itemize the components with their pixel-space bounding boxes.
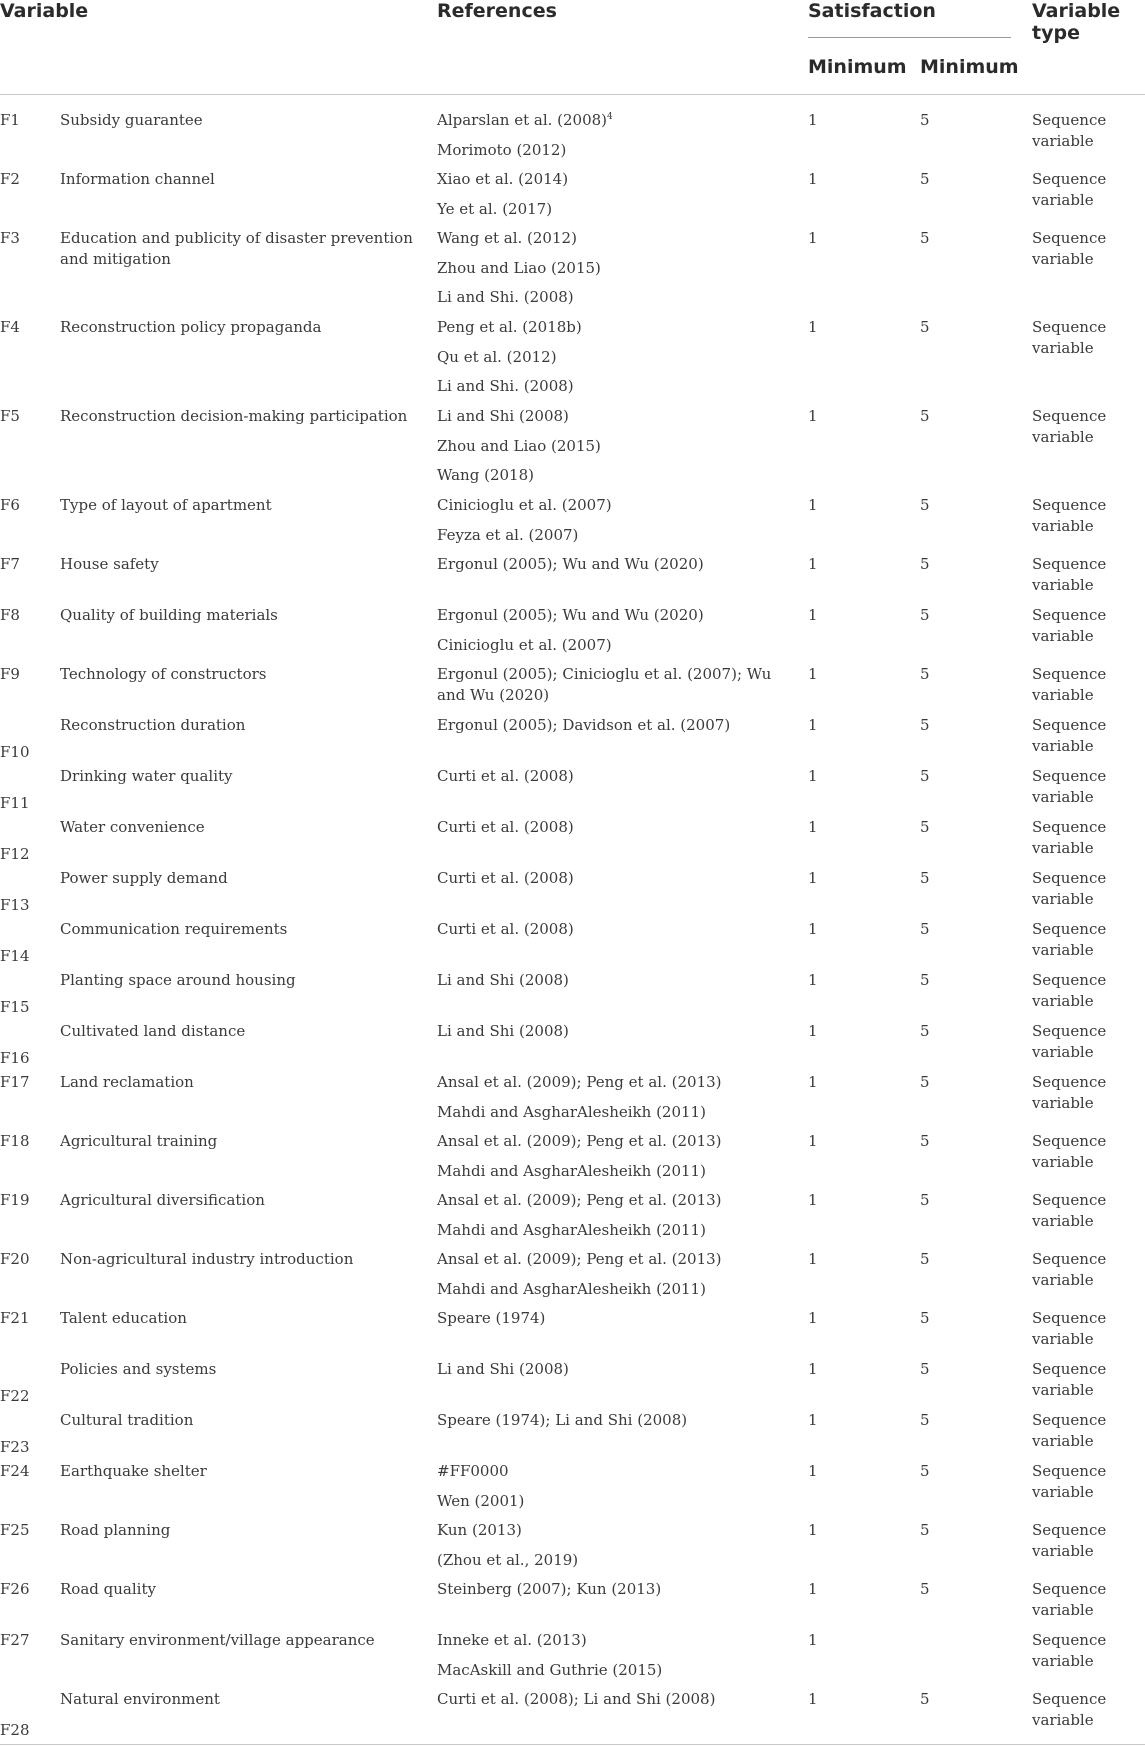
header-variable-type-1: Variable	[1032, 0, 1121, 22]
row-variable-type: Sequence variable	[1032, 229, 1107, 268]
row-satisfaction-min: 1	[808, 1462, 818, 1480]
row-variable-type: Sequence variable	[1032, 407, 1107, 446]
row-satisfaction-max: 5	[920, 1309, 930, 1327]
row-reference: Xiao et al. (2014)	[437, 170, 569, 188]
table-row	[0, 715, 1145, 766]
header-minimum-1: Minimum	[808, 56, 907, 78]
row-id: F1	[0, 111, 20, 129]
row-satisfaction-min: 1	[808, 555, 818, 573]
row-reference: Peng et al. (2018b)	[437, 318, 582, 336]
row-satisfaction-max: 5	[920, 229, 930, 247]
row-reference: Ansal et al. (2009); Peng et al. (2013)	[437, 1073, 722, 1091]
table-row	[0, 317, 1145, 406]
row-satisfaction-min: 1	[808, 971, 818, 989]
row-reference: Cinicioglu et al. (2007)	[437, 635, 612, 654]
row-id: F4	[0, 318, 20, 336]
row-satisfaction-max: 5	[920, 1360, 930, 1378]
row-satisfaction-min: 1	[808, 1690, 818, 1708]
table-row	[0, 1359, 1145, 1410]
row-reference: Mahdi and AsgharAlesheikh (2011)	[437, 1102, 706, 1121]
row-satisfaction-max: 5	[920, 1690, 930, 1708]
row-satisfaction-max: 5	[920, 1132, 930, 1150]
row-reference: Morimoto (2012)	[437, 140, 567, 159]
row-satisfaction-min: 1	[808, 716, 818, 734]
row-satisfaction-max: 5	[920, 170, 930, 188]
row-reference: Ansal et al. (2009); Peng et al. (2013)	[437, 1191, 722, 1209]
header-satisfaction: Satisfaction	[808, 0, 936, 22]
row-satisfaction-min: 1	[808, 1631, 818, 1649]
row-variable-type: Sequence variable	[1032, 1360, 1107, 1399]
row-satisfaction-max: 5	[920, 818, 930, 836]
table-row	[0, 1190, 1145, 1249]
table-row	[0, 1131, 1145, 1190]
row-variable-name: Water convenience	[60, 818, 205, 836]
row-satisfaction-min: 1	[808, 1411, 818, 1429]
row-satisfaction-min: 1	[808, 767, 818, 785]
row-satisfaction-min: 1	[808, 606, 818, 624]
row-reference: Curti et al. (2008)	[437, 767, 574, 785]
row-id: F9	[0, 665, 20, 683]
row-satisfaction-min: 1	[808, 818, 818, 836]
row-id: F3	[0, 229, 20, 247]
row-id: F13	[0, 896, 30, 914]
row-variable-name: Education and publicity of disaster prevention and mitigation	[60, 229, 413, 268]
row-variable-type: Sequence variable	[1032, 111, 1107, 150]
row-reference: Curti et al. (2008)	[437, 920, 574, 938]
row-reference: Speare (1974)	[437, 1309, 546, 1327]
table-row	[0, 1410, 1145, 1461]
row-variable-type: Sequence variable	[1032, 1132, 1107, 1171]
row-variable-name: Cultivated land distance	[60, 1022, 246, 1040]
row-id: F17	[0, 1073, 30, 1091]
row-satisfaction-max: 5	[920, 665, 930, 683]
header-references: References	[437, 0, 557, 22]
row-variable-type: Sequence variable	[1032, 1462, 1107, 1501]
table-row	[0, 1461, 1145, 1520]
row-variable-name: Information channel	[60, 170, 215, 188]
table-row	[0, 406, 1145, 495]
row-satisfaction-max: 5	[920, 920, 930, 938]
row-variable-type: Sequence variable	[1032, 1690, 1107, 1729]
table-row	[0, 495, 1145, 554]
row-satisfaction-max: 5	[920, 555, 930, 573]
row-variable-name: House safety	[60, 555, 159, 573]
row-reference: Inneke et al. (2013)	[437, 1631, 587, 1649]
row-satisfaction-max: 5	[920, 1073, 930, 1091]
row-reference: Wang et al. (2012)	[437, 229, 577, 247]
row-reference: Ye et al. (2017)	[437, 199, 553, 218]
row-id: F10	[0, 743, 30, 761]
row-reference: Speare (1974); Li and Shi (2008)	[437, 1411, 688, 1429]
row-variable-name: Power supply demand	[60, 869, 228, 887]
row-reference: Li and Shi (2008)	[437, 971, 569, 989]
row-variable-type: Sequence variable	[1032, 1022, 1107, 1061]
row-reference: Ergonul (2005); Davidson et al. (2007)	[437, 716, 731, 734]
row-reference: Li and Shi (2008)	[437, 407, 569, 425]
row-variable-type: Sequence variable	[1032, 716, 1107, 755]
table-row	[0, 1072, 1145, 1131]
row-variable-name: Reconstruction policy propaganda	[60, 318, 322, 336]
row-reference: MacAskill and Guthrie (2015)	[437, 1660, 663, 1679]
row-reference: Curti et al. (2008); Li and Shi (2008)	[437, 1690, 716, 1708]
table-row	[0, 1630, 1145, 1689]
row-satisfaction-max: 5	[920, 496, 930, 514]
table-row	[0, 605, 1145, 664]
header-minimum-2: Minimum	[920, 56, 1019, 78]
row-id: F18	[0, 1132, 30, 1150]
row-id: F20	[0, 1250, 30, 1268]
row-satisfaction-min: 1	[808, 229, 818, 247]
row-reference: Mahdi and AsgharAlesheikh (2011)	[437, 1279, 706, 1298]
row-satisfaction-min: 1	[808, 665, 818, 683]
table-row	[0, 664, 1145, 715]
row-variable-name: Type of layout of apartment	[60, 496, 272, 514]
table-row	[0, 868, 1145, 919]
table-row	[0, 1520, 1145, 1579]
row-id: F26	[0, 1580, 30, 1598]
row-satisfaction-max: 5	[920, 1022, 930, 1040]
row-id: F28	[0, 1721, 30, 1739]
row-satisfaction-max: 5	[920, 716, 930, 734]
row-reference: Li and Shi (2008)	[437, 1022, 569, 1040]
row-satisfaction-min: 1	[808, 1073, 818, 1091]
row-variable-type: Sequence variable	[1032, 1521, 1107, 1560]
row-reference: Ansal et al. (2009); Peng et al. (2013)	[437, 1132, 722, 1150]
row-variable-name: Drinking water quality	[60, 767, 233, 785]
row-satisfaction-max: 5	[920, 1580, 930, 1598]
row-variable-type: Sequence variable	[1032, 1191, 1107, 1230]
row-reference: Li and Shi. (2008)	[437, 288, 574, 306]
row-id: F19	[0, 1191, 30, 1209]
row-id: F8	[0, 606, 20, 624]
row-id: F14	[0, 947, 30, 965]
row-variable-name: Agricultural training	[60, 1132, 218, 1150]
row-variable-type: Sequence variable	[1032, 767, 1107, 806]
row-variable-type: Sequence variable	[1032, 1073, 1107, 1112]
header-bottom-rule	[0, 94, 1145, 95]
row-satisfaction-min: 1	[808, 1521, 818, 1539]
row-satisfaction-min: 1	[808, 1250, 818, 1268]
row-satisfaction-max: 5	[920, 869, 930, 887]
row-variable-name: Reconstruction duration	[60, 716, 246, 734]
row-id: F16	[0, 1049, 30, 1067]
table-row	[0, 919, 1145, 970]
row-satisfaction-min: 1	[808, 869, 818, 887]
row-variable-type: Sequence variable	[1032, 170, 1107, 209]
row-variable-name: Quality of building materials	[60, 606, 278, 624]
table-row	[0, 1021, 1145, 1072]
row-reference: Alparslan et al. $(2008)^4$	[437, 111, 613, 129]
table-row	[0, 110, 1145, 169]
row-satisfaction-min: 1	[808, 170, 818, 188]
row-variable-name: Agricultural diversification	[60, 1191, 265, 1209]
row-variable-name: Sanitary environment/village appearance	[60, 1631, 375, 1649]
row-variable-name: Road planning	[60, 1521, 171, 1539]
row-reference: Li and Shi. (2008)	[437, 377, 574, 395]
row-variable-type: Sequence variable	[1032, 496, 1107, 535]
row-id: F6	[0, 496, 20, 514]
row-variable-name: Planting space around housing	[60, 971, 296, 989]
row-satisfaction-max: 5	[920, 971, 930, 989]
row-reference: Steinberg (2007); Kun (2013)	[437, 1580, 662, 1598]
row-reference: Curti et al. (2008)	[437, 818, 574, 836]
row-satisfaction-max: 5	[920, 1411, 930, 1429]
row-satisfaction-min: 1	[808, 111, 818, 129]
table-row	[0, 554, 1145, 605]
row-variable-type: Sequence variable	[1032, 1309, 1107, 1348]
row-variable-type: Sequence variable	[1032, 606, 1107, 645]
row-variable-type: Sequence variable	[1032, 318, 1107, 357]
table-row	[0, 970, 1145, 1021]
row-variable-name: Natural environment	[60, 1690, 220, 1708]
row-variable-type: Sequence variable	[1032, 1411, 1107, 1450]
row-satisfaction-max: 5	[920, 1462, 930, 1480]
row-satisfaction-max: 5	[920, 1191, 930, 1209]
row-id: F23	[0, 1438, 30, 1456]
table-row	[0, 1689, 1145, 1744]
row-reference: Feyza et al. (2007)	[437, 525, 579, 544]
row-id: F27	[0, 1631, 30, 1649]
table-row	[0, 817, 1145, 868]
row-satisfaction-min: 1	[808, 318, 818, 336]
row-satisfaction-min: 1	[808, 920, 818, 938]
row-variable-name: Talent education	[60, 1309, 187, 1327]
table-row	[0, 169, 1145, 228]
row-satisfaction-max: 5	[920, 407, 930, 425]
row-id: F24	[0, 1462, 30, 1480]
row-id: F2	[0, 170, 20, 188]
header-variable: Variable	[0, 0, 89, 22]
row-id: F7	[0, 555, 20, 573]
row-reference: Mahdi and AsgharAlesheikh (2011)	[437, 1220, 706, 1239]
row-id: F21	[0, 1309, 30, 1327]
table-row	[0, 1308, 1145, 1359]
row-satisfaction-min: 1	[808, 407, 818, 425]
row-id: F5	[0, 407, 20, 425]
row-reference: Wang (2018)	[437, 466, 534, 484]
row-variable-name: Communication requirements	[60, 920, 288, 938]
row-id: F12	[0, 845, 30, 863]
row-variable-name: Policies and systems	[60, 1360, 217, 1378]
row-variable-name: Reconstruction decision-making participation	[60, 407, 408, 425]
row-variable-type: Sequence variable	[1032, 818, 1107, 857]
satisfaction-divider	[808, 37, 1011, 38]
table-row	[0, 1579, 1145, 1630]
row-variable-type: Sequence variable	[1032, 665, 1107, 704]
row-satisfaction-max: 5	[920, 318, 930, 336]
row-reference: Ergonul (2005); Wu and Wu (2020)	[437, 606, 704, 624]
row-reference: Qu et al. (2012)	[437, 347, 557, 366]
row-variable-name: Earthquake shelter	[60, 1462, 207, 1480]
row-satisfaction-max: 5	[920, 606, 930, 624]
row-variable-type: Sequence variable	[1032, 869, 1107, 908]
table-bottom-rule	[0, 1744, 1145, 1745]
row-satisfaction-max: 5	[920, 111, 930, 129]
row-satisfaction-min: 1	[808, 1132, 818, 1150]
row-satisfaction-min: 1	[808, 1309, 818, 1327]
row-reference: Zhou and Liao (2015)	[437, 258, 601, 277]
row-reference: Kun (2013)	[437, 1521, 522, 1539]
row-reference: Li and Shi (2008)	[437, 1360, 569, 1378]
header-variable-type-2: type	[1032, 22, 1080, 44]
row-satisfaction-max: 5	[920, 1250, 930, 1268]
row-satisfaction-min: 1	[808, 1022, 818, 1040]
table-row	[0, 766, 1145, 817]
row-reference: Ergonul (2005); Cinicioglu et al. (2007); Wu and Wu (2020)	[437, 665, 772, 704]
row-variable-type: Sequence variable	[1032, 1250, 1107, 1289]
row-reference: Cinicioglu et al. (2007)	[437, 496, 612, 514]
row-id: F22	[0, 1387, 30, 1405]
row-variable-name: Technology of constructors	[60, 665, 267, 683]
row-variable-type: Sequence variable	[1032, 971, 1107, 1010]
row-id: F15	[0, 998, 30, 1016]
row-satisfaction-min: 1	[808, 1360, 818, 1378]
row-id: F11	[0, 794, 30, 812]
row-variable-type: Sequence variable	[1032, 1580, 1107, 1619]
table-row	[0, 228, 1145, 317]
row-variable-name: Road quality	[60, 1580, 156, 1598]
table-row	[0, 1249, 1145, 1308]
row-variable-name: Cultural tradition	[60, 1411, 194, 1429]
row-reference: Mahdi and AsgharAlesheikh (2011)	[437, 1161, 706, 1180]
row-reference: Zhou and Liao (2015)	[437, 436, 601, 455]
row-satisfaction-max: 5	[920, 767, 930, 785]
row-variable-type: Sequence variable	[1032, 920, 1107, 959]
row-id: F25	[0, 1521, 30, 1539]
row-variable-name: Subsidy guarantee	[60, 111, 203, 129]
row-reference: Ergonul (2005); Wu and Wu (2020)	[437, 555, 704, 573]
row-reference: #FF0000	[437, 1462, 509, 1480]
row-reference: Wen (2001)	[437, 1491, 525, 1510]
row-variable-name: Land reclamation	[60, 1073, 194, 1091]
row-reference: (Zhou et al., 2019)	[437, 1550, 579, 1569]
row-reference: Curti et al. (2008)	[437, 869, 574, 887]
reference-superscript: 4	[607, 112, 613, 122]
row-satisfaction-min: 1	[808, 1191, 818, 1209]
row-variable-name: Non-agricultural industry introduction	[60, 1250, 354, 1268]
row-satisfaction-min: 1	[808, 496, 818, 514]
row-satisfaction-max: 5	[920, 1521, 930, 1539]
row-variable-type: Sequence variable	[1032, 555, 1107, 594]
row-reference: Ansal et al. (2009); Peng et al. (2013)	[437, 1250, 722, 1268]
row-variable-type: Sequence variable	[1032, 1631, 1107, 1670]
row-satisfaction-min: 1	[808, 1580, 818, 1598]
